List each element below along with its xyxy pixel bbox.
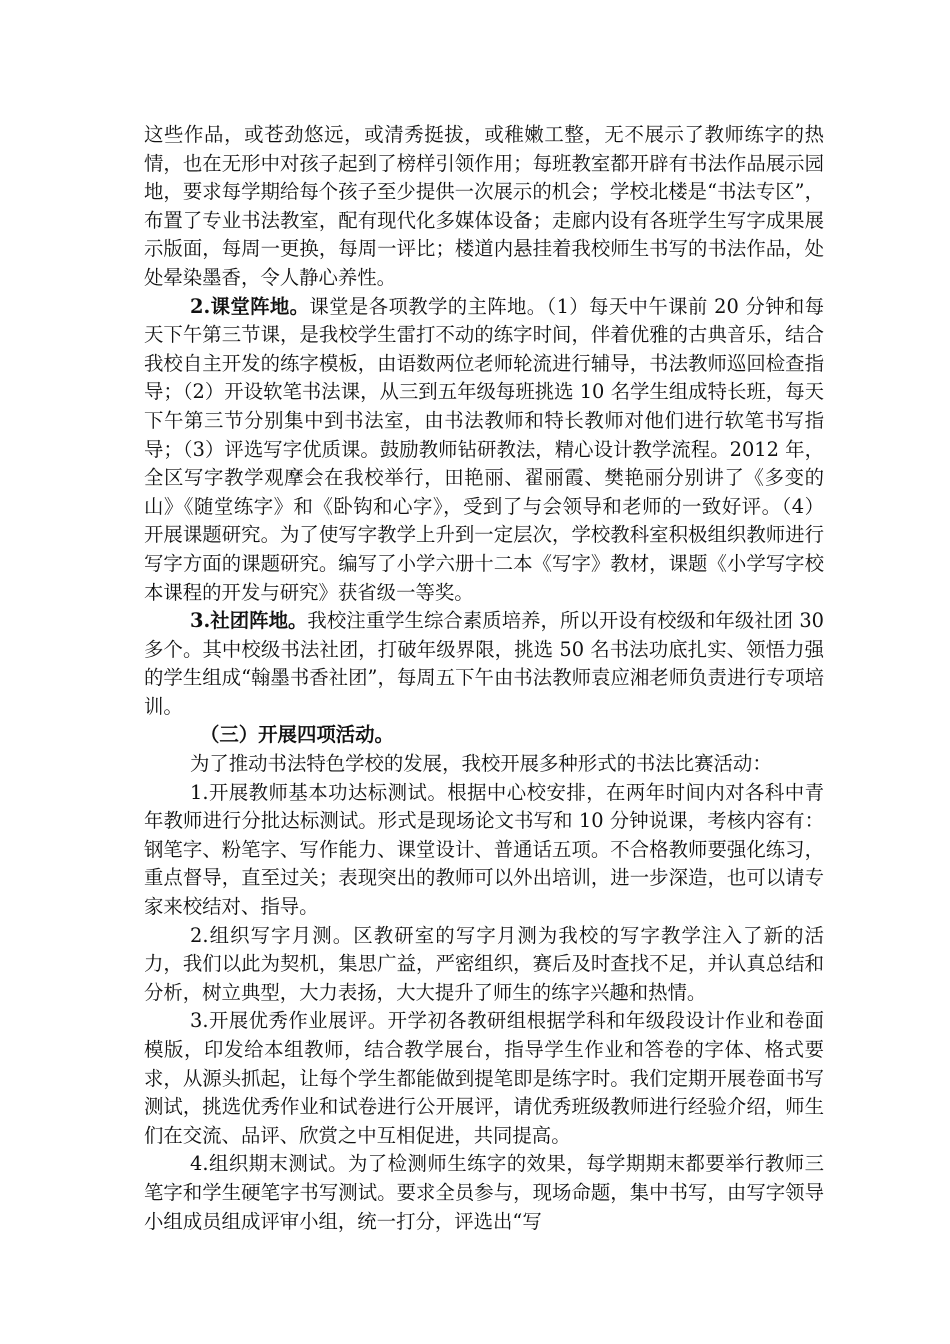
paragraph-activity-3: 3.开展优秀作业展评。开学初各教研组根据学科和年级段设计作业和卷面模版，印发给本组教师，结合教学展台，指导学生作业和答卷的字体、格式要求，从源头抓起，让每个学生都能做到提笔即是练字时。我们定期开展卷面书写测试，挑选优秀作业和试卷进行公开展评，请优秀班级教师进行经验介绍，师生们在交流、品评、欣赏之中互相促进，共同提高。 xyxy=(144,1009,824,1147)
paragraph-text: 课堂是各项教学的主阵地。（1）每天中午课前 20 分钟和每天下午第三节课，是我校学生雷打不动的练字时间，伴着优雅的古典音乐，结合我校自主开发的练字模板，由语数两位老师轮流进行辅导，书法教师巡回检查指导；（2）开设软笔书法课，从三到五年级每班挑选 10 名学生组成特长班，每天下午第三节分别集中到书法室，由书法教师和特长教师对他们进行软笔书写指导；（3）评选写字优质课。鼓励教师钻研教法，精心设计教学流程。2012 年，全区写字教学观摩会在我校举行，田艳丽、翟丽霞、樊艳丽分别讲了《多变的山》《随堂练字》和《卧钩和心字》，受到了与会领导和老师的一致好评。（4）开展课题研究。为了使写字教学上升到一定层次，学校教科室积极组织教师进行写字方面的课题研究。编写了小学六册十二本《写字》教材，课题《小学写字校本课程的开发与研究》获省级一等奖。 xyxy=(144,294,824,604)
paragraph-activity-4: 4.组织期末测试。为了检测师生练字的效果，每学期期末都要举行教师三笔字和学生硬笔字书写测试。要求全员参与，现场命题，集中书写，由写字领导小组成员组成评审小组，统一打分，评选出“写 xyxy=(144,1152,824,1233)
paragraph-text: 我校注重学生综合素质培养，所以开设有校级和年级社团 30 多个。其中校级书法社团，打破年级界限，挑选 50 名书法功底扎实、领悟力强的学生组成“翰墨书香社团”，每周五下午由书法教师袁应湘老师负责进行专项培训。 xyxy=(144,609,824,718)
paragraph-heading: 3.社团阵地。 xyxy=(190,609,308,633)
paragraph-text: 这些作品，或苍劲悠远，或清秀挺拔，或稚嫩工整，无不展示了教师练字的热情，也在无形中对孩子起到了榜样引领作用；每班教室都开辟有书法作品展示园地，要求每学期给每个孩子至少提供一次展示的机会；学校北楼是“书法专区”，布置了专业书法教室，配有现代化多媒体设备；走廊内设有各班学生写字成果展示版面，每周一更换，每周一评比；楼道内悬挂着我校师生书写的书法作品，处处晕染墨香，令人静心养性。 xyxy=(144,123,824,289)
paragraph-activity-2: 2.组织写字月测。区教研室的写字月测为我校的写字教学注入了新的活力，我们以此为契机，集思广益，严密组织，赛后及时查找不足，并认真总结和分析，树立典型，大力表扬，大大提升了师生的练字兴趣和热情。 xyxy=(144,923,824,1004)
paragraph-activities-intro: 为了推动书法特色学校的发展，我校开展多种形式的书法比赛活动： xyxy=(190,752,772,776)
section-heading: （三）开展四项活动。 xyxy=(200,723,394,747)
paragraph-classroom xyxy=(144,293,824,608)
paragraph-display-intro xyxy=(144,121,824,293)
paragraph-heading: 2.课堂阵地。 xyxy=(190,294,310,318)
paragraph-club xyxy=(144,607,824,721)
paragraph-activity-1: 1.开展教师基本功达标测试。根据中心校安排，在两年时间内对各科中青年教师进行分批达标测试。形式是现场论文书写和 10 分钟说课，考核内容有：钢笔字、粉笔字、写作能力、课堂设计、普通话五项。不合格教师要强化练习，重点督导，直至过关；表现突出的教师可以外出培训，进一步深造，也可以请专家来校结对、指导。 xyxy=(144,780,824,919)
document-body xyxy=(144,121,824,1236)
